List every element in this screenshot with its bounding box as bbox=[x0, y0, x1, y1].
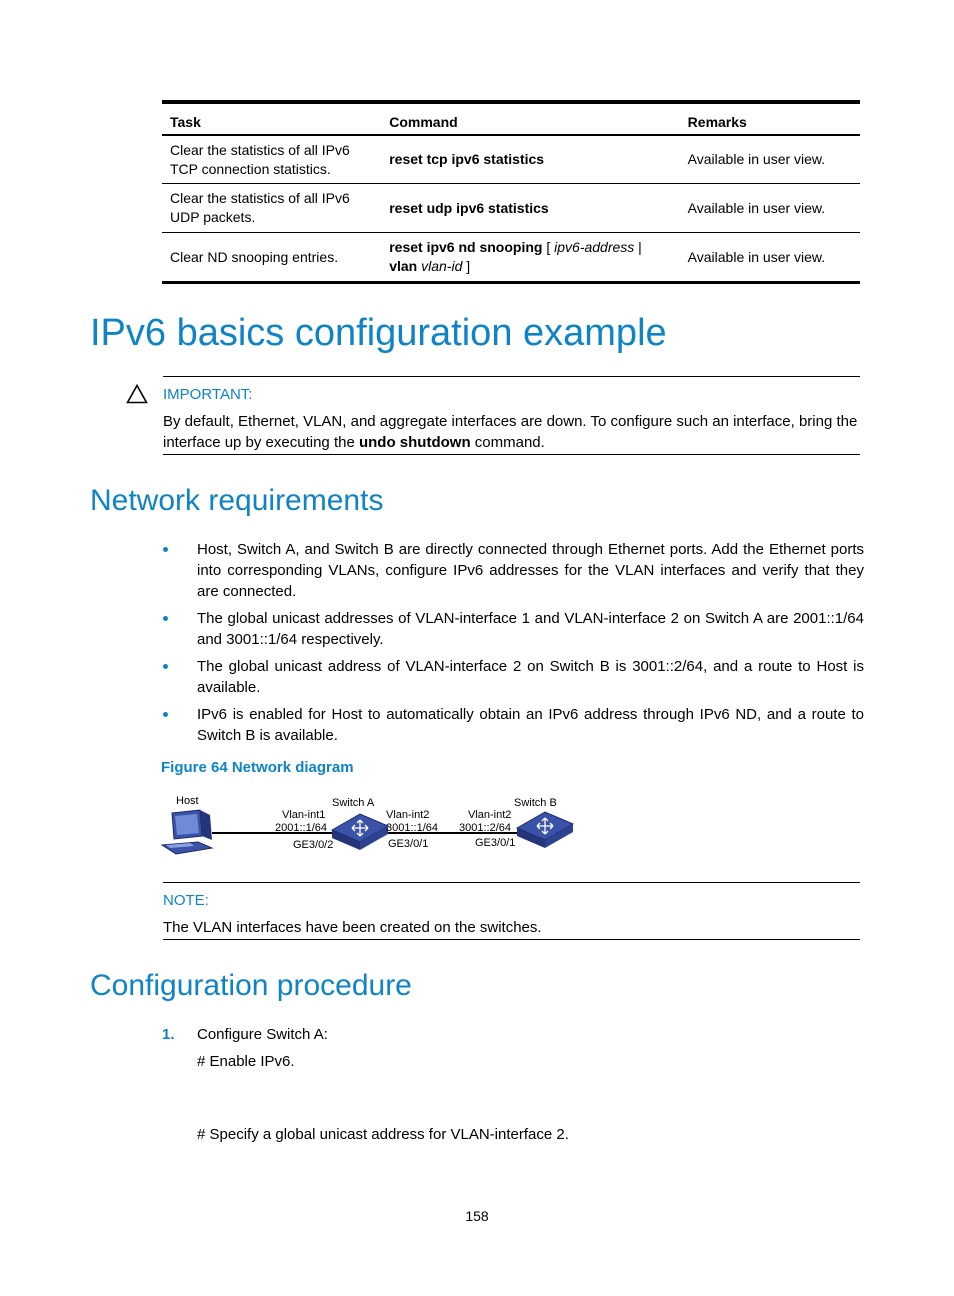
important-text-part: command. bbox=[470, 434, 545, 451]
comment-specify-address: # Specify a global unicast address for VLAN-interface 2. bbox=[197, 1126, 569, 1143]
warning-icon bbox=[126, 384, 148, 404]
switch-a-port-ge3-0-1: GE3/0/1 bbox=[388, 838, 429, 850]
command-cell bbox=[381, 184, 679, 233]
command-cell bbox=[381, 233, 679, 283]
command-cell bbox=[381, 135, 679, 184]
list-item: Host, Switch A, and Switch B are directly connected through Ethernet ports. Add the Ethernet ports into corresponding VLANs, configure IPv6 addresses for the VLAN interfaces and verify that they are connected. bbox=[162, 539, 864, 602]
command-arg: ipv6-address bbox=[554, 239, 635, 255]
host-computer-icon bbox=[162, 810, 212, 854]
switch-a-label: Switch A bbox=[332, 797, 375, 809]
important-text bbox=[163, 411, 860, 453]
host-label: Host bbox=[176, 795, 199, 807]
switch-a-vlan-int1-address: 2001::1/64 bbox=[275, 822, 327, 834]
step-text: Configure Switch A: bbox=[197, 1026, 328, 1043]
page-title: IPv6 basics configuration example bbox=[90, 312, 667, 354]
task-cell: Clear ND snooping entries. bbox=[162, 233, 381, 283]
command-text: reset tcp ipv6 statistics bbox=[389, 151, 545, 167]
remarks-cell: Available in user view. bbox=[680, 233, 860, 283]
switch-b-port-ge3-0-1: GE3/0/1 bbox=[475, 837, 516, 849]
switch-b-vlan-int2-address: 3001::2/64 bbox=[459, 822, 511, 834]
page-number: 158 bbox=[465, 1208, 489, 1224]
note-text: The VLAN interfaces have been created on the switches. bbox=[163, 919, 542, 936]
command-text: reset udp ipv6 statistics bbox=[389, 199, 549, 216]
list-item: IPv6 is enabled for Host to automatically obtain an IPv6 address through IPv6 ND, and a route to Switch B is available. bbox=[162, 704, 864, 746]
list-item: The global unicast addresses of VLAN-interface 1 and VLAN-interface 2 on Switch A are 2001::1/64 and 3001::1/64 respectively. bbox=[162, 608, 864, 650]
switch-a-icon bbox=[332, 814, 388, 850]
list-item: The global unicast address of VLAN-interface 2 on Switch B is 3001::2/64, and a route to Host is available. bbox=[162, 656, 864, 698]
header-task: Task bbox=[162, 102, 381, 135]
figure-caption: Figure 64 Network diagram bbox=[161, 759, 354, 776]
step-1 bbox=[162, 1024, 328, 1045]
command-bracket: ] bbox=[462, 258, 471, 274]
command-keyword: vlan bbox=[389, 258, 418, 274]
remarks-cell: Available in user view. bbox=[680, 184, 860, 233]
command-arg: vlan-id bbox=[421, 258, 463, 274]
switch-a-vlan-int2-address: 3001::1/64 bbox=[386, 822, 438, 834]
command-table bbox=[162, 100, 860, 284]
header-command: Command bbox=[381, 102, 679, 135]
header-remarks: Remarks bbox=[680, 102, 860, 135]
step-number: 1. bbox=[162, 1026, 175, 1043]
remarks-cell: Available in user view. bbox=[680, 135, 860, 184]
table-row bbox=[162, 184, 860, 233]
important-command: undo shutdown bbox=[358, 434, 471, 451]
switch-b-vlan-int2-label: Vlan-int2 bbox=[468, 809, 512, 821]
section-heading-configuration-procedure: Configuration procedure bbox=[90, 969, 412, 1002]
note-label: NOTE: bbox=[163, 892, 209, 909]
command-bracket: [ bbox=[542, 239, 555, 255]
important-box bbox=[163, 376, 860, 455]
table-row bbox=[162, 233, 860, 283]
command-text: reset ipv6 nd snooping bbox=[389, 239, 543, 255]
task-cell: Clear the statistics of all IPv6 TCP connection statistics. bbox=[162, 135, 381, 184]
note-box bbox=[163, 882, 860, 940]
task-cell: Clear the statistics of all IPv6 UDP packets. bbox=[162, 184, 381, 233]
switch-a-vlan-int1-label: Vlan-int1 bbox=[282, 809, 326, 821]
important-label: IMPORTANT: bbox=[163, 386, 253, 403]
table-row bbox=[162, 135, 860, 184]
switch-a-vlan-int2-label: Vlan-int2 bbox=[386, 809, 430, 821]
command-separator: | bbox=[634, 239, 642, 255]
important-text-part: By default, Ethernet, VLAN, and aggregate interfaces are down. To configure such an interface, bring the interface up by executing the bbox=[163, 413, 858, 451]
switch-a-port-ge3-0-2: GE3/0/2 bbox=[293, 839, 334, 851]
network-diagram bbox=[160, 790, 580, 860]
switch-b-icon bbox=[517, 812, 573, 848]
requirements-list bbox=[162, 539, 864, 752]
comment-enable-ipv6: # Enable IPv6. bbox=[197, 1053, 295, 1070]
switch-b-label: Switch B bbox=[514, 797, 557, 809]
section-heading-network-requirements: Network requirements bbox=[90, 484, 384, 517]
